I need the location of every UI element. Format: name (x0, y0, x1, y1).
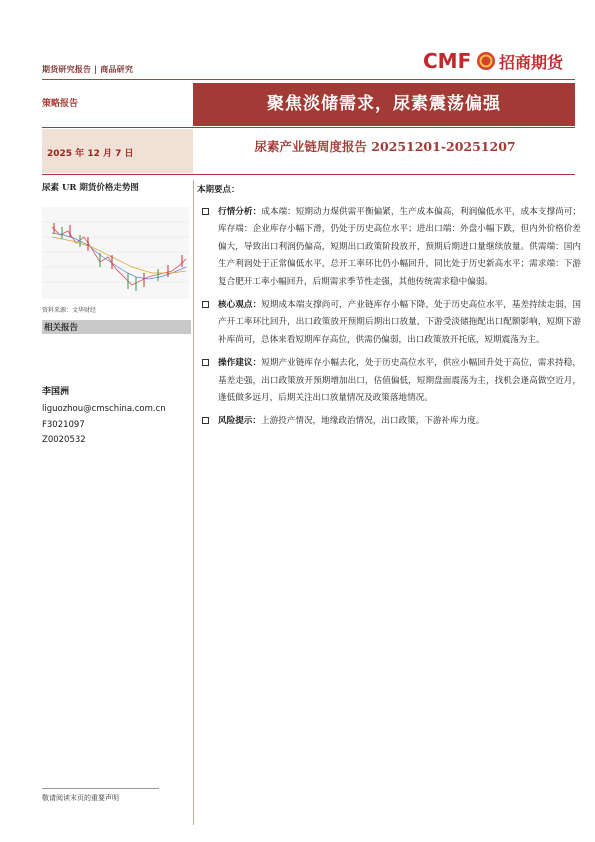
summary-title: 本期要点： (197, 185, 240, 195)
column-divider (193, 180, 194, 825)
author-certificate-1: F3021097 (42, 420, 85, 430)
section-market-analysis (197, 204, 581, 291)
section-heading: 风险提示： (218, 416, 261, 427)
footer-rule (42, 788, 159, 789)
checkbox-bullet-icon (202, 301, 209, 308)
cmf-logo (423, 46, 573, 74)
related-reports-label: 相关报告 (44, 323, 79, 333)
subtitle-rule (42, 174, 575, 175)
section-body: 短期成本端支撑尚可，产业链库存小幅下降，处于历史高位水平，基差持续走弱，国产开工率环比回升，出口政策放开预期后期出口放量，下游受淡储拖配出口配额影响，短期下游补库尚可，总体来看短期库存高位，供需仍偏弱，出口政策放开托底，短期震荡为主。 (218, 300, 581, 345)
section-body: 短期产业链库存小幅去化，处于历史高位水平，供应小幅回升处于高位，需求持稳，基差走强，出口政策放开预期增加出口，估值偏低，短期盘面震荡为主，找机会逢高做空近月，逢低做多远月，后期关注出口放量情况及政策落地情况。 (218, 358, 581, 404)
report-category-breadcrumb: 期货研究报告 | 商品研究 (42, 64, 134, 74)
section-risk-warning (197, 413, 581, 430)
logo-text: CMF (423, 49, 472, 73)
related-reports-bar (42, 320, 191, 334)
footer-disclaimer: 敬请阅读末页的重要声明 (42, 794, 119, 802)
main-content (197, 183, 581, 437)
section-heading: 核心观点： (218, 300, 262, 311)
section-operation-advice (197, 355, 581, 407)
checkbox-bullet-icon (202, 417, 209, 424)
author-name: 李国洲 (42, 387, 70, 397)
section-heading: 操作建议： (218, 358, 262, 369)
report-date: 2025 年 12 月 7 日 (47, 149, 134, 159)
author-certificate-2: Z0020532 (42, 435, 86, 445)
section-core-view (197, 297, 581, 349)
sidebar (42, 181, 192, 193)
report-type-label: 策略报告 (42, 99, 79, 109)
author-email[interactable]: liguozhou@cmschina.com.cn (42, 404, 166, 414)
title-band (193, 83, 575, 126)
logo-cn-text: 招商期货 (499, 53, 564, 72)
main-title: 聚焦淡储需求，尿素震荡偏强 (267, 94, 501, 114)
date-band (42, 129, 193, 173)
chart-title: 尿素 UR 期货价格走势图 (42, 183, 139, 193)
checkbox-bullet-icon (202, 208, 209, 215)
header-rule (42, 79, 575, 80)
section-heading: 行情分析： (218, 207, 262, 217)
section-body: 上游投产情况，地缘政治情况，出口政策，下游补库力度。 (260, 416, 485, 427)
report-subtitle: 尿素产业链周度报告 20251201-20251207 (254, 139, 516, 154)
section-body: 成本端：短期动力煤供需平衡偏紧，生产成本偏高，利润偏低水平，成本支撑尚可；库存端：企业库存小幅下滑，仍处于历史高位水平；进出口端：外盘小幅下跌，但内外价格价差偏大，导致出口利润仍偏高，短期出口政策阶段放开，预期后期进口量继续放量。供需端：国内生产利润处于正常偏低水平，总开工率环比仍小幅回升，同比处于历史新高水平；需求端：下游复合肥开工率小幅回升，后期需求季节性走强，其他传统需求稳中偏弱。 (218, 207, 581, 287)
price-chart-image (42, 207, 189, 299)
chart-source: 资料来源：文华财经 (42, 307, 97, 314)
title-rule (42, 127, 575, 128)
checkbox-bullet-icon (202, 359, 209, 366)
